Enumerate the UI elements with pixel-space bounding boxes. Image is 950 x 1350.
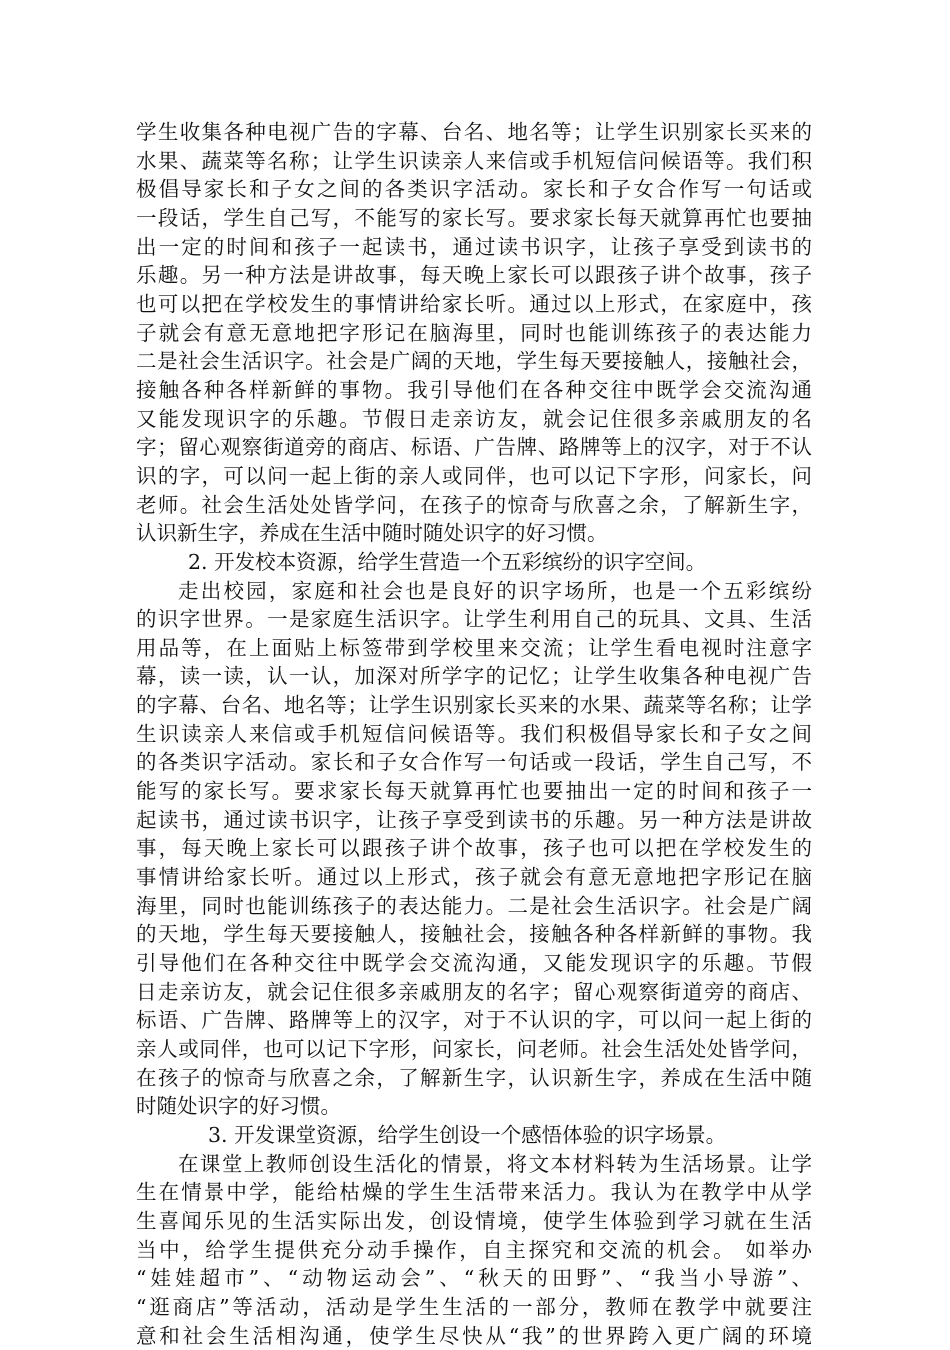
text-line: 的字幕、台名、地名等；让学生识别家长买来的水果、蔬菜等名称；让学	[136, 693, 812, 718]
text-line: 事情讲给家长听。通过以上形式，孩子就会有意无意地把字形记在脑	[136, 865, 812, 890]
text-line: 亲人或同伴，也可以记下字形，问家长，问老师。社会生活处处皆学问，	[136, 1037, 812, 1061]
text-line: 认识新生字，养成在生活中随时随处识字的好习惯。	[136, 521, 608, 546]
document-body	[136, 118, 812, 1350]
text-line: 引导他们在各种交往中既学会交流沟通，又能发现识字的乐趣。节假	[136, 951, 812, 976]
text-line: 极倡导家长和子女之间的各类识字活动。家长和子女合作写一句话或	[136, 177, 812, 202]
text-line: 的识字世界。一是家庭生活识字。让学生利用自己的玩具、文具、生活	[136, 607, 812, 632]
text-line: 生识读亲人来信或手机短信问候语等。我们积极倡导家长和子女之间	[136, 721, 812, 746]
text-line: 生在情景中学，能给枯燥的学生生活带来活力。我认为在教学中从学	[136, 1180, 812, 1205]
text-line: 识的字，可以问一起上街的亲人或同伴，也可以记下字形，问家长，问	[136, 463, 812, 488]
text-line: 二是社会生活识字。社会是广阔的天地，学生每天要接触人，接触社会，	[136, 349, 812, 374]
text-line: 又能发现识字的乐趣。节假日走亲访友，就会记住很多亲戚朋友的名	[136, 406, 812, 431]
text-line: 意和社会生活相沟通，使学生尽快从“我”的世界跨入更广阔的环境	[136, 1323, 812, 1348]
text-line: 时随处识字的好习惯。	[136, 1094, 341, 1119]
text-line: 生喜闻乐见的生活实际出发，创设情境，使学生体验到学习就在生活	[136, 1208, 812, 1233]
text-line: 起读书，通过读书识字，让孩子享受到读书的乐趣。另一种方法是讲故	[136, 807, 812, 832]
text-line: 乐趣。另一种方法是讲故事，每天晚上家长可以跟孩子讲个故事，孩子	[136, 263, 812, 288]
text-line: 的天地，学生每天要接触人，接触社会，接触各种各样新鲜的事物。我	[136, 922, 812, 947]
text-line: 海里，同时也能训练孩子的表达能力。二是社会生活识字。社会是广阔	[136, 893, 812, 918]
text-line: 也可以把在学校发生的事情讲给家长听。通过以上形式，在家庭中，孩	[136, 291, 812, 316]
text-line: 在课堂上教师创设生活化的情景，将文本材料转为生活场景。让学	[178, 1151, 812, 1176]
section-heading: 2. 开发校本资源，给学生营造一个五彩缤纷的识字空间。	[188, 549, 707, 574]
text-line: 老师。社会生活处处皆学问，在孩子的惊奇与欣喜之余，了解新生字，	[136, 492, 812, 517]
section-heading: 3. 开发课堂资源，给学生创设一个感悟体验的识字场景。	[208, 1122, 727, 1147]
text-line: 事，每天晚上家长可以跟孩子讲个故事，孩子也可以把在学校发生的	[136, 836, 812, 861]
text-line: 的各类识字活动。家长和子女合作写一句话或一段话，学生自己写，不	[136, 750, 812, 775]
text-line: “娃娃超市”、“动物运动会”、“秋天的田野”、“我当小导游”、	[136, 1266, 812, 1291]
text-line: 学生收集各种电视广告的字幕、台名、地名等；让学生识别家长买来的	[136, 120, 812, 144]
text-line: 在孩子的惊奇与欣喜之余，了解新生字，认识新生字，养成在生活中随	[136, 1065, 812, 1090]
text-line: 标语、广告牌、路牌等上的汉字，对于不认识的字，可以问一起上街的	[136, 1008, 812, 1033]
text-line: 日走亲访友，就会记住很多亲戚朋友的名字；留心观察街道旁的商店、	[136, 979, 812, 1004]
text-line: 水果、蔬菜等名称；让学生识读亲人来信或手机短信问候语等。我们积	[136, 148, 812, 173]
text-line: 当中，给学生提供充分动手操作，自主探究和交流的机会。 如举办	[136, 1237, 812, 1262]
text-line: 接触各种各样新鲜的事物。我引导他们在各种交往中既学会交流沟通	[136, 377, 812, 402]
text-line: 走出校园，家庭和社会也是良好的识字场所，也是一个五彩缤纷	[178, 578, 812, 603]
text-line: 字；留心观察街道旁的商店、标语、广告牌、路牌等上的汉字，对于不认	[136, 435, 812, 460]
text-line: 能写的家长写。要求家长每天就算再忙也要抽出一定的时间和孩子一	[136, 779, 812, 804]
text-line: 出一定的时间和孩子一起读书，通过读书识字，让孩子享受到读书的	[136, 234, 812, 259]
text-line: “逛商店”等活动，活动是学生生活的一部分，教师在教学中就要注	[136, 1294, 812, 1319]
text-line: 用品等，在上面贴上标签带到学校里来交流；让学生看电视时注意字	[136, 635, 812, 660]
text-line: 一段话，学生自己写，不能写的家长写。要求家长每天就算再忙也要抽	[136, 205, 812, 230]
text-line: 幕，读一读，认一认，加深对所学字的记忆；让学生收集各种电视广告	[136, 664, 812, 689]
text-line: 子就会有意无意地把字形记在脑海里，同时也能训练孩子的表达能力	[136, 320, 812, 345]
